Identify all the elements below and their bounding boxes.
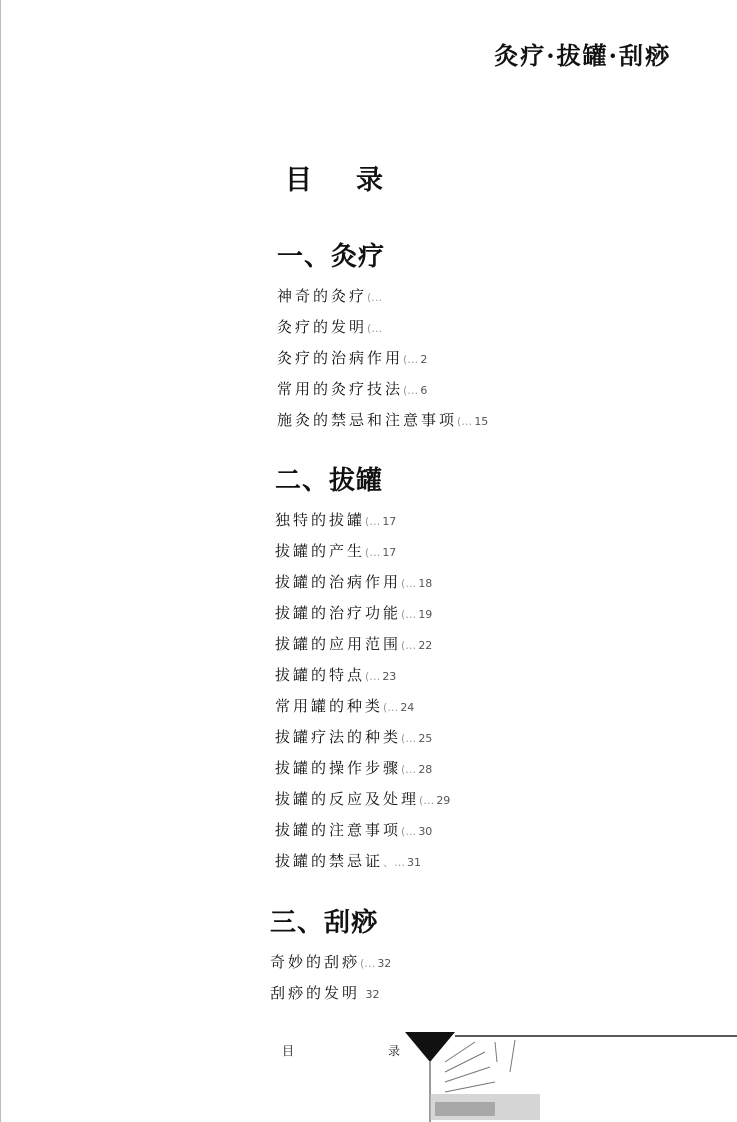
toc-entry[interactable]	[275, 629, 450, 660]
toc-entry-leader	[360, 988, 364, 1001]
toc-entry-title: 常用的灸疗技法	[277, 380, 404, 398]
toc-entry[interactable]	[277, 312, 488, 343]
toc-entry-leader: (…	[365, 515, 381, 528]
toc-entry-title: 拔罐的注意事项	[275, 821, 402, 839]
toc-entry-page: 22	[418, 639, 433, 652]
toc-entry-page: 6	[420, 384, 428, 397]
toc-entry-title: 拔罐疗法的种类	[275, 728, 402, 746]
toc-entry[interactable]	[275, 753, 450, 784]
section-cupping	[275, 461, 450, 877]
toc-entry[interactable]	[275, 567, 450, 598]
toc-entry-title: 拔罐的应用范围	[275, 635, 402, 653]
toc-entry-leader: (…	[383, 701, 399, 714]
toc-entry-leader: 、…	[383, 856, 406, 869]
page-edge	[0, 0, 1, 1122]
toc-entry-title: 奇妙的刮痧	[270, 953, 361, 971]
toc-entry-page: 17	[382, 546, 397, 559]
toc-entry-page: 2	[420, 353, 428, 366]
toc-entry-title: 拔罐的产生	[275, 542, 366, 560]
toc-entry-leader: (…	[401, 577, 417, 590]
toc-entry-title: 拔罐的操作步骤	[275, 759, 402, 777]
toc-entry-title: 拔罐的特点	[275, 666, 366, 684]
toc-entry[interactable]	[275, 598, 450, 629]
toc-entry-page: 29	[436, 794, 451, 807]
toc-entry-page: 15	[474, 415, 489, 428]
toc-entry-title: 拔罐的反应及处理	[275, 790, 420, 808]
footer-label-right: 录	[388, 1044, 401, 1058]
toc-entry-page: 32	[365, 988, 380, 1001]
section-heading: 一、灸疗	[277, 242, 386, 272]
toc-entry-page: 19	[418, 608, 433, 621]
toc-entry-title: 施灸的禁忌和注意事项	[277, 411, 458, 429]
toc-entry-title: 常用罐的种类	[275, 697, 384, 715]
toc-entry-leader: (…	[365, 546, 381, 559]
toc-entry[interactable]	[275, 536, 450, 567]
toc-entry[interactable]	[275, 660, 450, 691]
section-gua-sha	[270, 903, 391, 1009]
toc-entry-title: 拔罐的禁忌证	[275, 852, 384, 870]
toc-entry[interactable]	[275, 846, 450, 877]
toc-entry-leader: (…	[401, 608, 417, 621]
toc-entry-leader: (…	[401, 763, 417, 776]
footer-label-left: 目	[282, 1044, 295, 1058]
toc-entry[interactable]	[270, 947, 391, 978]
toc-entry-leader: (…	[419, 794, 435, 807]
toc-entry-title: 刮痧的发明	[270, 984, 361, 1002]
toc-entry-title: 灸疗的发明	[277, 318, 368, 336]
toc-title-char-2: 录	[356, 165, 383, 196]
toc-entry[interactable]	[275, 784, 450, 815]
toc-entry-leader: (…	[360, 957, 376, 970]
toc-entry-page: 25	[418, 732, 433, 745]
toc-entry-title: 独特的拔罐	[275, 511, 366, 529]
toc-entry-page: 24	[400, 701, 415, 714]
toc-entry-leader: (…	[401, 732, 417, 745]
toc-entry-title: 神奇的灸疗	[277, 287, 368, 305]
toc-entry-leader: (…	[367, 322, 383, 335]
toc-entry-page: 32	[377, 957, 392, 970]
toc-entry-leader: (…	[401, 639, 417, 652]
running-head: 灸疗·拔罐·刮痧	[494, 41, 671, 70]
toc-entry[interactable]	[277, 374, 488, 405]
toc-entry-title: 灸疗的治病作用	[277, 349, 404, 367]
toc-entry-title: 拔罐的治病作用	[275, 573, 402, 591]
toc-entry-page: 28	[418, 763, 433, 776]
toc-entry-page: 31	[407, 856, 422, 869]
toc-entry[interactable]	[270, 978, 391, 1009]
toc-entry-leader: (…	[365, 670, 381, 683]
toc-title-char-1: 目	[285, 165, 312, 196]
toc-entry[interactable]	[277, 281, 488, 312]
toc-title	[285, 158, 427, 197]
toc-entry-leader: (…	[403, 384, 419, 397]
toc-entry-leader: (…	[367, 291, 383, 304]
toc-entry[interactable]	[277, 343, 488, 374]
toc-entry-page: 30	[418, 825, 433, 838]
toc-entry[interactable]	[275, 505, 450, 536]
toc-entry[interactable]	[277, 405, 488, 436]
toc-entry-leader: (…	[403, 353, 419, 366]
toc-entry-leader: (…	[401, 825, 417, 838]
toc-entry-page: 17	[382, 515, 397, 528]
section-heading: 三、刮痧	[270, 908, 379, 938]
section-heading: 二、拔罐	[275, 466, 384, 496]
corner-decoration	[405, 1032, 737, 1122]
toc-entry-page: 23	[382, 670, 397, 683]
toc-entry[interactable]	[275, 722, 450, 753]
toc-entry-leader: (…	[457, 415, 473, 428]
toc-entry[interactable]	[275, 691, 450, 722]
toc-entry-title: 拔罐的治疗功能	[275, 604, 402, 622]
toc-entry[interactable]	[275, 815, 450, 846]
toc-entry-page: 18	[418, 577, 433, 590]
section-moxibustion	[277, 237, 488, 436]
